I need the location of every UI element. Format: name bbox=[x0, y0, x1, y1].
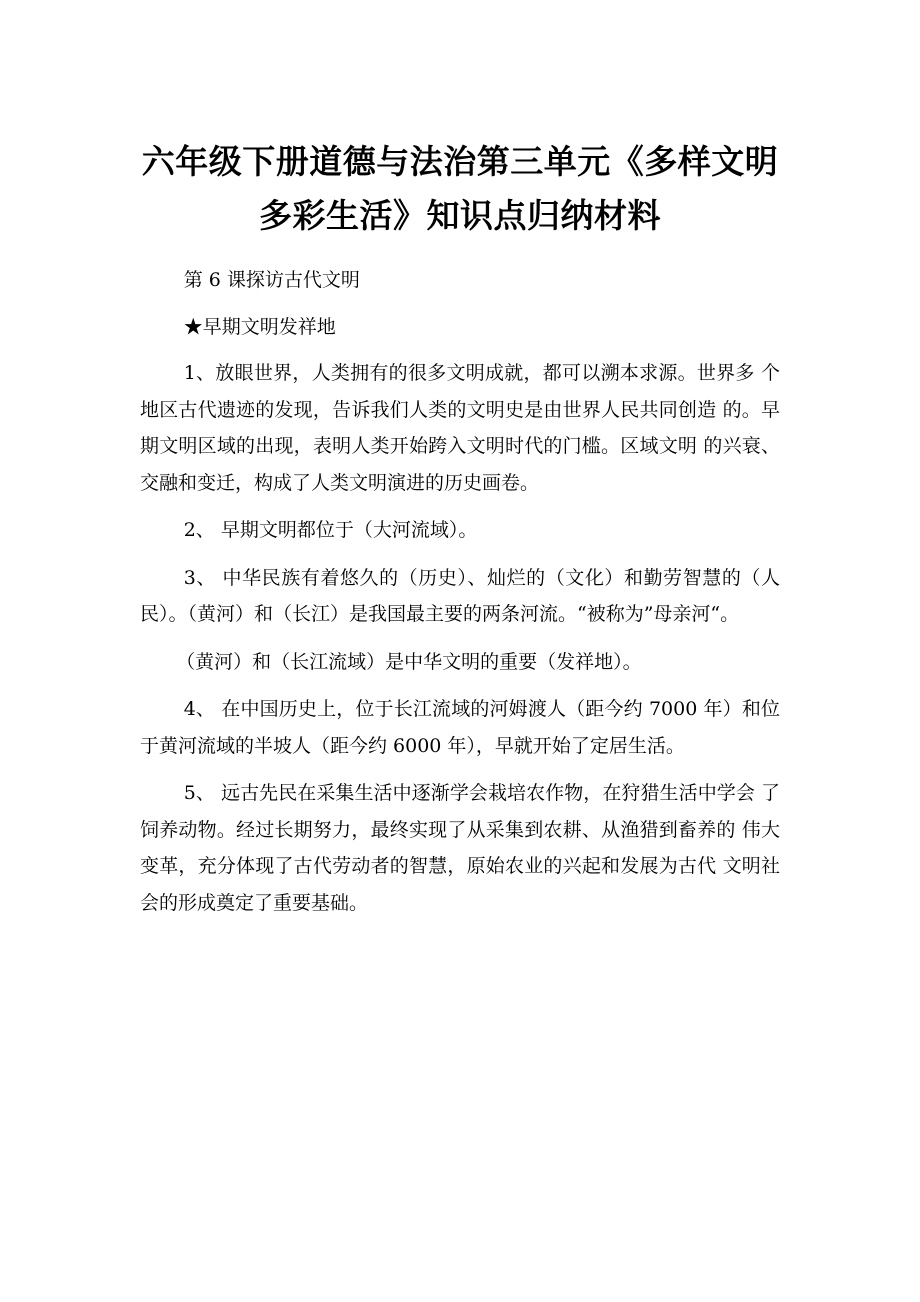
paragraph-1: 1、放眼世界，人类拥有的很多文明成就，都可以溯本求源。世界多 个地区古代遗迹的发现，告诉我们人类的文明史是由世界人民共同创造 的。早期文明区域的出现，表明人类开始跨入文明时代的门槛。区域文明 的兴衰、交融和变迁，构成了人类文明演进的历史画卷。 bbox=[140, 362, 780, 494]
paragraph-4: 4、 在中国历史上，位于长江流域的河姆渡人（距今约 7000 年）和位 于黄河流域的半坡人（距今约 6000 年），早就开始了定居生活。 bbox=[140, 698, 780, 757]
paragraph-3: 3、 中华民族有着悠久的（历史）、灿烂的（文化）和勤劳智慧的（人 民）。（黄河）和（长江）是我国最主要的两条河流。“被称为”母亲河“。 bbox=[140, 566, 780, 625]
section-heading: ★早期文明发祥地 bbox=[183, 315, 336, 338]
document-title bbox=[120, 135, 800, 243]
title-line-1: 六年级下册道德与法治第三单元《多样文明 bbox=[141, 142, 779, 182]
title-line-2: 多彩生活》知识点归纳材料 bbox=[259, 196, 661, 236]
document-body bbox=[140, 262, 780, 932]
paragraph-2: 2、 早期文明都位于（大河流域）。 bbox=[183, 519, 478, 541]
paragraph-5: 5、 远古先民在采集生活中逐渐学会栽培农作物，在狩猎生活中学会 了饲养动物。经过长期努力，最终实现了从采集到农耕、从渔猎到畜养的 伟大变革，充分体现了古代劳动者的智慧，原始农业的兴起和发展为古代 文明社会的形成奠定了重要基础。 bbox=[140, 782, 780, 914]
lesson-heading: 第 6 课探访古代文明 bbox=[183, 269, 360, 291]
paragraph-3b: （黄河）和（长江流域）是中华文明的重要（发祥地）。 bbox=[176, 650, 642, 673]
